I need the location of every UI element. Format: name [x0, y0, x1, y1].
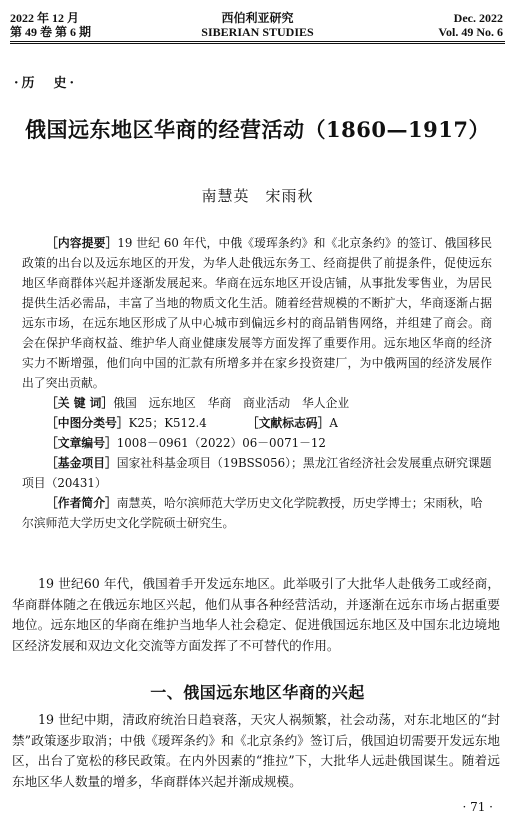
abstract-label: ［内容提要］	[46, 236, 118, 250]
funding-text: 国家社科基金项目（19BSS056）；黑龙江省经济社会发展重点研究课题项目（20431）	[22, 456, 492, 490]
intro-paragraph: 19 世纪60 年代，俄国着手开发远东地区。此举吸引了大批华人赴俄务工或经商，华商群体随之在俄远东地区兴起，他们从事各种经营活动，并逐渐在远东市场占据重要地位。远东地区的华商在维护当地华人社会稳定、促进俄国远东地区及中国东北边境地区经济发展和双边文化交流等方面发挥了不可替代的作用。	[12, 576, 500, 653]
author-intro-label: ［作者简介］	[46, 496, 117, 510]
author-intro-text: 南慧英，哈尔滨师范大学历史文化学院教授，历史学博士；宋雨秋，哈尔滨师范大学历史文化学院硕士研究生。	[22, 496, 483, 530]
article-title: 俄国远东地区华商的经营活动（1860—1917）	[25, 117, 490, 142]
abstract-block	[22, 233, 492, 533]
journal-name-cn: 西伯利亚研究	[221, 11, 294, 25]
header-rule	[10, 41, 505, 42]
section-label: ·历 史·	[14, 76, 78, 91]
section-heading: 一、俄国远东地区华商的兴起	[150, 683, 365, 702]
article-number-label: ［文章编号］	[46, 436, 117, 450]
classification	[22, 413, 492, 433]
section1-block	[12, 710, 500, 792]
keywords-text: 俄国 远东地区 华商 商业活动 华人企业	[113, 396, 350, 410]
funding-label: ［基金项目］	[46, 456, 117, 470]
page-number: · 71 ·	[462, 800, 493, 814]
doc-code-label: ［文献标志码］	[246, 416, 330, 430]
volume-issue-en: Vol. 49 No. 6	[438, 25, 503, 39]
article-number-value: 1008－0961（2022）06－0071－12	[116, 436, 326, 450]
issue-date: 2022 年 12 月	[10, 11, 80, 25]
funding	[22, 453, 492, 493]
clc-value: K25；K512.4	[128, 416, 207, 430]
author-intro	[22, 493, 492, 533]
clc-label: ［中图分类号］	[46, 416, 129, 430]
section1-paragraph: 19 世纪中期，清政府统治日趋衰落，天灾人祸频繁，社会动荡，对东北地区的“封禁”政策逐步取消；中俄《瑷珲条约》和《北京条约》签订后，俄国迫切需要开发远东地区，出台了宽松的移民政策。在内外因素的“推拉”下，大批华人远赴俄国谋生。随着远东地区华人数量的增多，华商群体兴起并渐成规模。	[12, 712, 500, 789]
doc-code-value: A	[329, 416, 338, 430]
intro-block	[12, 574, 500, 656]
keywords-label: ［关 键 词］	[46, 396, 114, 410]
abstract-text: 19 世纪 60 年代，中俄《瑷珲条约》和《北京条约》的签订、俄国移民政策的出台以及远东地区的开发，为华人赴俄远东务工、经商提供了前提条件，促使远东地区华商群体兴起并逐渐发展起来。华商在远东地区开设店铺，从事批发零售业，为居民提供生活必需品，丰富了当地的物质文化生活。随着经营规模的不断扩大，华商逐渐占据远东市场，在远东地区形成了从中心城市到偏远乡村的商品销售网络，并组建了商会。商会在保护华商权益、维护华人商业健康发展等方面发挥了重要作用。远东地区华商的经济实力不断增强，他们向中国的汇款有所增多并在家乡投资建厂，为中俄两国的经济发展作出了突出贡献。	[22, 236, 492, 390]
article-authors: 南慧英 宋雨秋	[201, 187, 314, 205]
journal-name-en: SIBERIAN STUDIES	[201, 25, 314, 39]
header-rule-thin	[10, 43, 505, 44]
article-number	[22, 433, 492, 453]
issue-date-en: Dec. 2022	[453, 11, 503, 25]
keywords	[22, 393, 492, 413]
volume-issue: 第 49 卷 第 6 期	[10, 25, 92, 39]
abstract	[22, 233, 492, 393]
